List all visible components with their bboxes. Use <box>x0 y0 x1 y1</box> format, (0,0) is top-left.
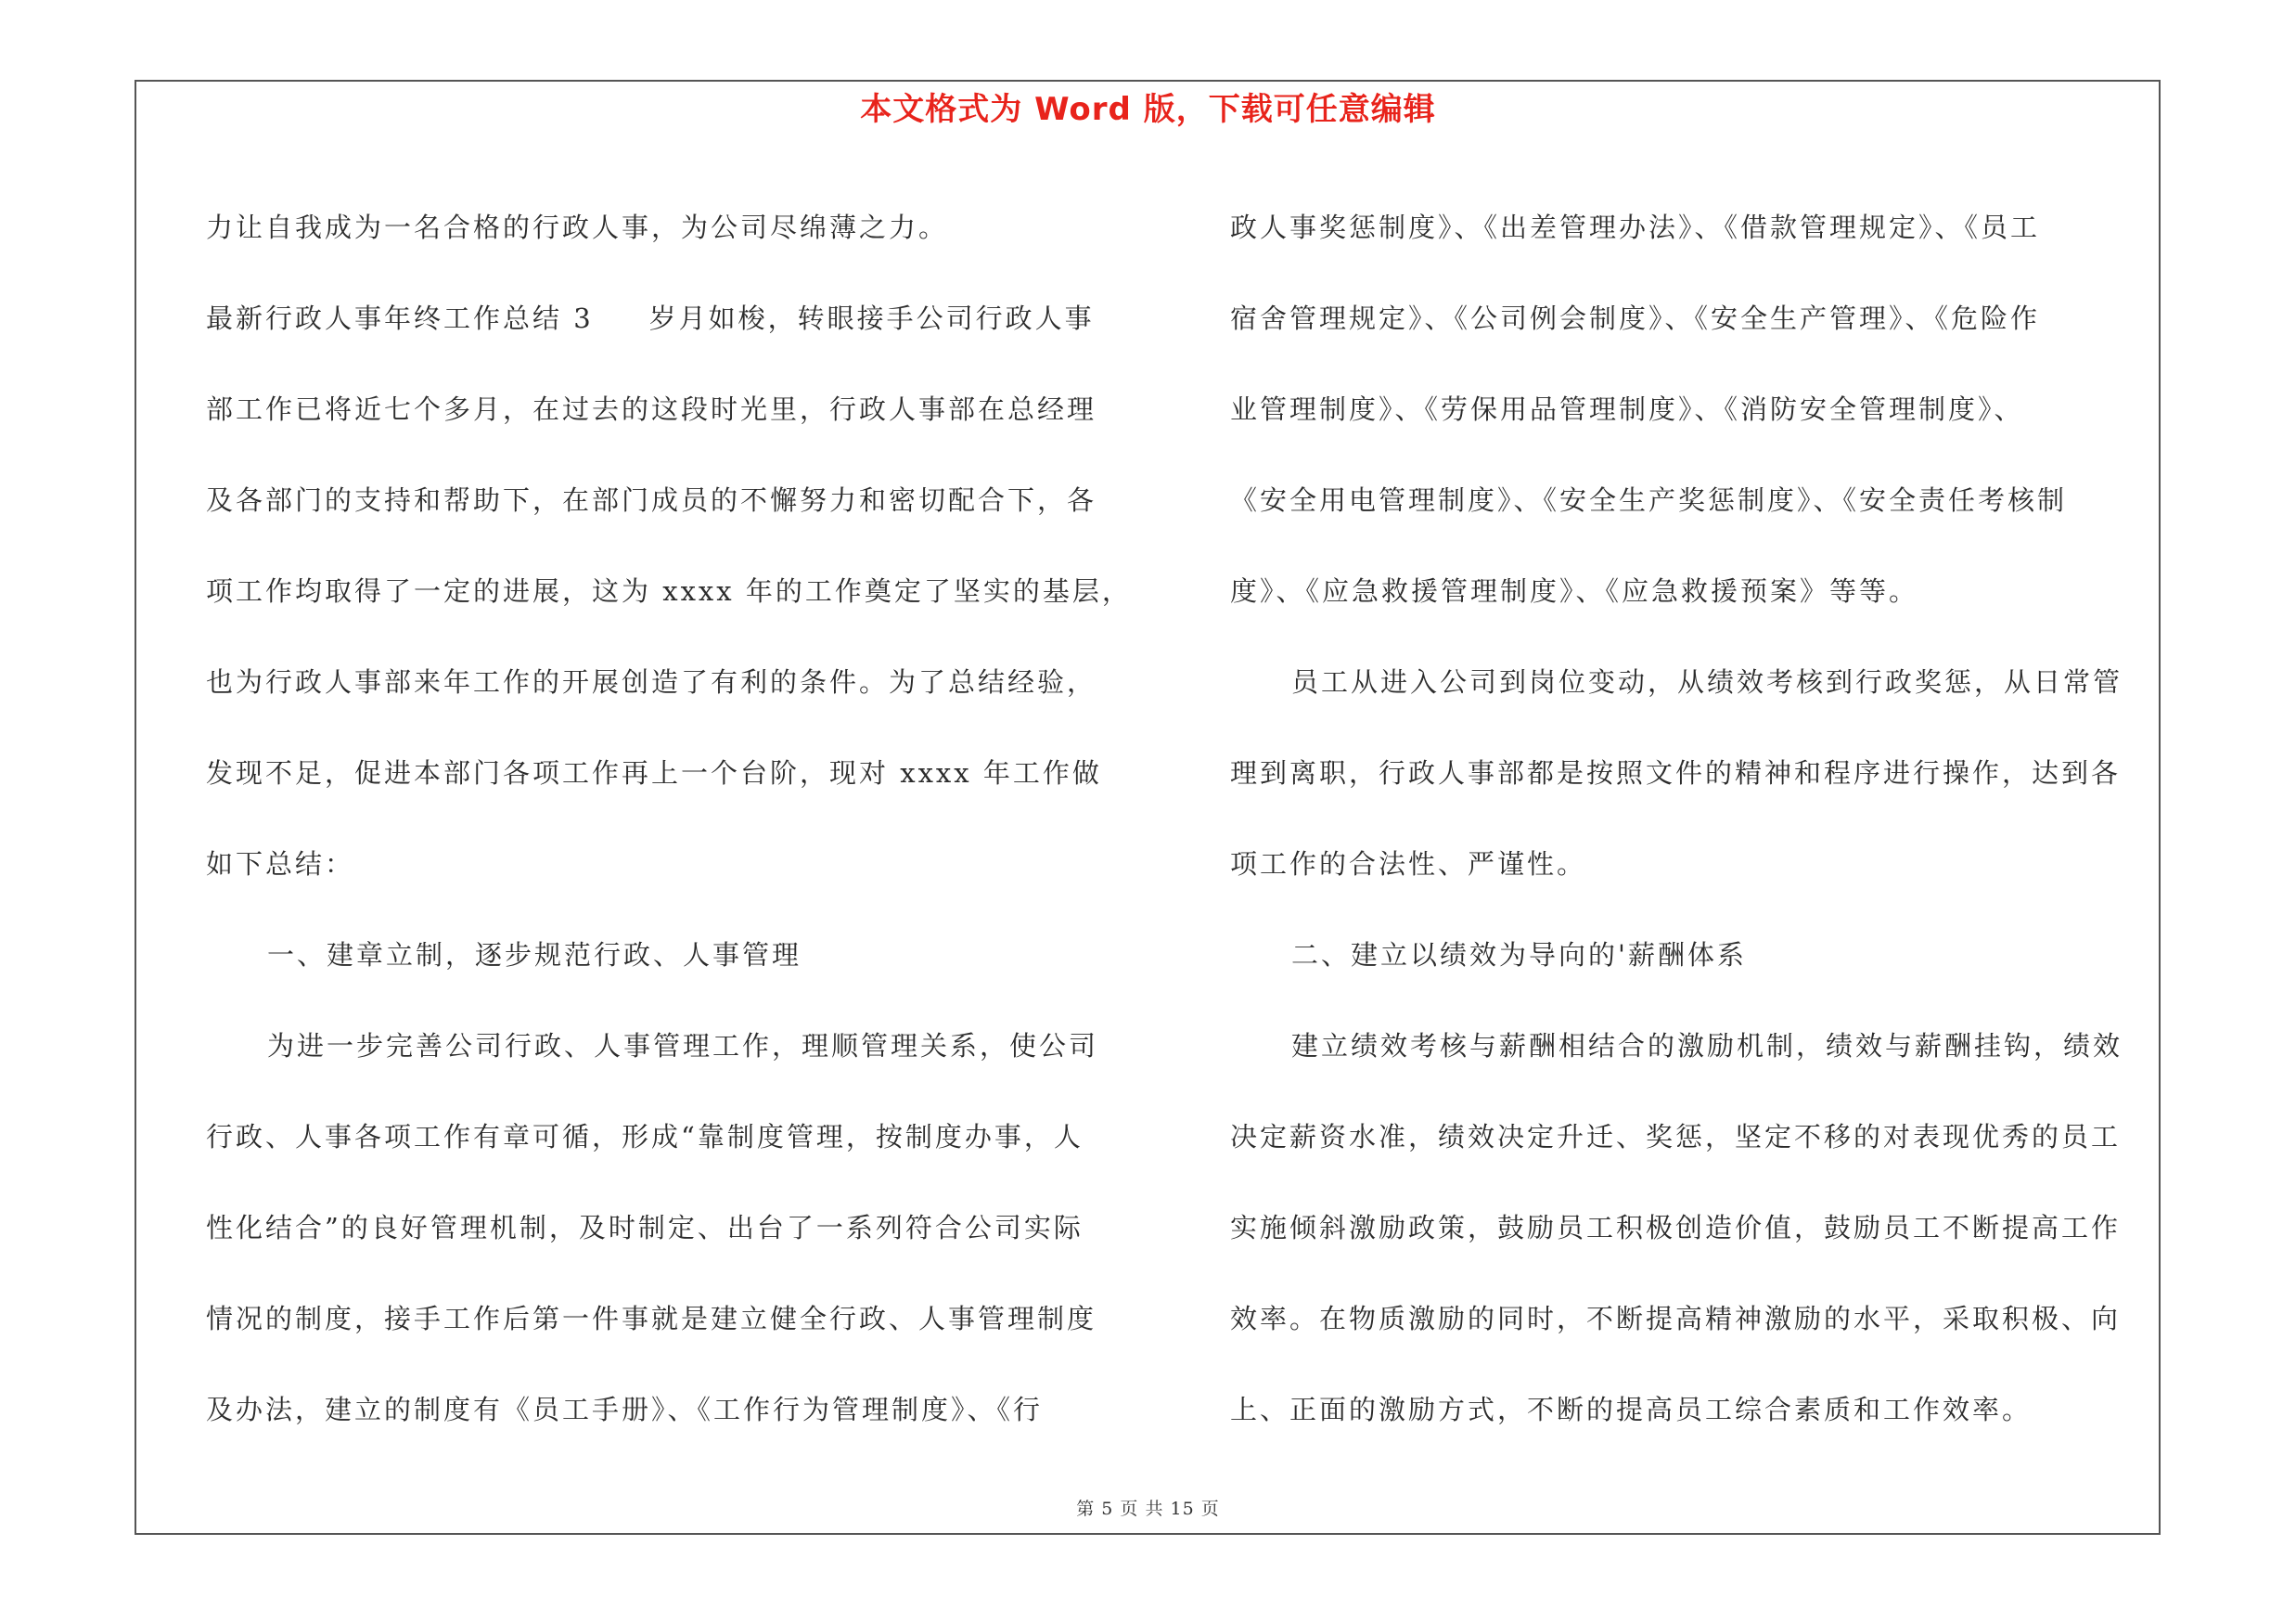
paragraph-line: 上、正面的激励方式，不断的提高员工综合素质和工作效率。 <box>1230 1394 2033 1425</box>
paragraph-line: 为进一步完善公司行政、人事管理工作，理顺管理关系，使公司 <box>267 1030 1099 1062</box>
paragraph-line: 宿舍管理规定》、《公司例会制度》、《安全生产管理》、《危险作 <box>1230 303 2041 334</box>
page-number: 第 5 页 共 15 页 <box>1076 1499 1220 1519</box>
paragraph-text: 岁月如梭，转眼接手公司行政人事 <box>648 303 1095 334</box>
paragraph-line: 也为行政人事部来年工作的开展创造了有利的条件。为了总结经验， <box>206 666 1097 698</box>
paragraph-line: 如下总结： <box>206 848 355 880</box>
section-title: 最新行政人事年终工作总结 3 <box>206 303 594 334</box>
section-heading: 一、建章立制，逐步规范行政、人事管理 <box>267 939 802 971</box>
left-text-column <box>206 182 1132 1455</box>
section-heading: 二、建立以绩效为导向的'薪酬体系 <box>1291 939 1747 971</box>
paragraph-line: 项工作均取得了一定的进展，这为 xxxx 年的工作奠定了坚实的基层， <box>206 575 1132 607</box>
paragraph-line: 业管理制度》、《劳保用品管理制度》、《消防安全管理制度》、 <box>1230 393 2024 425</box>
paragraph-line: 及办法，建立的制度有《员工手册》、《工作行为管理制度》、《行 <box>206 1394 1044 1425</box>
right-text-column <box>1230 182 2153 1455</box>
section-heading-line <box>206 273 1124 364</box>
paragraph-line: 情况的制度，接手工作后第一件事就是建立健全行政、人事管理制度 <box>206 1303 1097 1334</box>
paragraph-line: 实施倾斜激励政策，鼓励员工积极创造价值，鼓励员工不断提高工作 <box>1230 1212 2122 1243</box>
paragraph-line: 度》、《应急救援管理制度》、《应急救援预案》等等。 <box>1230 575 1919 607</box>
paragraph-line: 力让自我成为一名合格的行政人事，为公司尽绵薄之力。 <box>206 212 949 243</box>
paragraph-line: 理到离职，行政人事部都是按照文件的精神和程序进行操作，达到各 <box>1230 757 2122 789</box>
format-banner: 本文格式为 Word 版，下载可任意编辑 <box>860 91 1436 128</box>
paragraph-line: 员工从进入公司到岗位变动，从绩效考核到行政奖惩，从日常管 <box>1291 666 2123 698</box>
paragraph-line: 发现不足，促进本部门各项工作再上一个台阶，现对 xxxx 年工作做 <box>206 757 1102 789</box>
paragraph-line: 效率。在物质激励的同时，不断提高精神激励的水平，采取积极、向 <box>1230 1303 2122 1334</box>
paragraph-line: 政人事奖惩制度》、《出差管理办法》、《借款管理规定》、《员工 <box>1230 212 2041 243</box>
paragraph-line: 部工作已将近七个多月，在过去的这段时光里，行政人事部在总经理 <box>206 393 1097 425</box>
paragraph-line: 决定薪资水准，绩效决定升迁、奖惩，坚定不移的对表现优秀的员工 <box>1230 1121 2122 1153</box>
paragraph-line: 行政、人事各项工作有章可循，形成“靠制度管理，按制度办事，人 <box>206 1121 1084 1153</box>
paragraph-line: 《安全用电管理制度》、《安全生产奖惩制度》、《安全责任考核制 <box>1230 484 2068 516</box>
paragraph-line: 项工作的合法性、严谨性。 <box>1230 848 1587 880</box>
paragraph-line: 建立绩效考核与薪酬相结合的激励机制，绩效与薪酬挂钩，绩效 <box>1291 1030 2123 1062</box>
paragraph-line: 及各部门的支持和帮助下，在部门成员的不懈努力和密切配合下，各 <box>206 484 1097 516</box>
paragraph-line: 性化结合”的良好管理机制，及时制定、出台了一系列符合公司实际 <box>206 1212 1084 1243</box>
